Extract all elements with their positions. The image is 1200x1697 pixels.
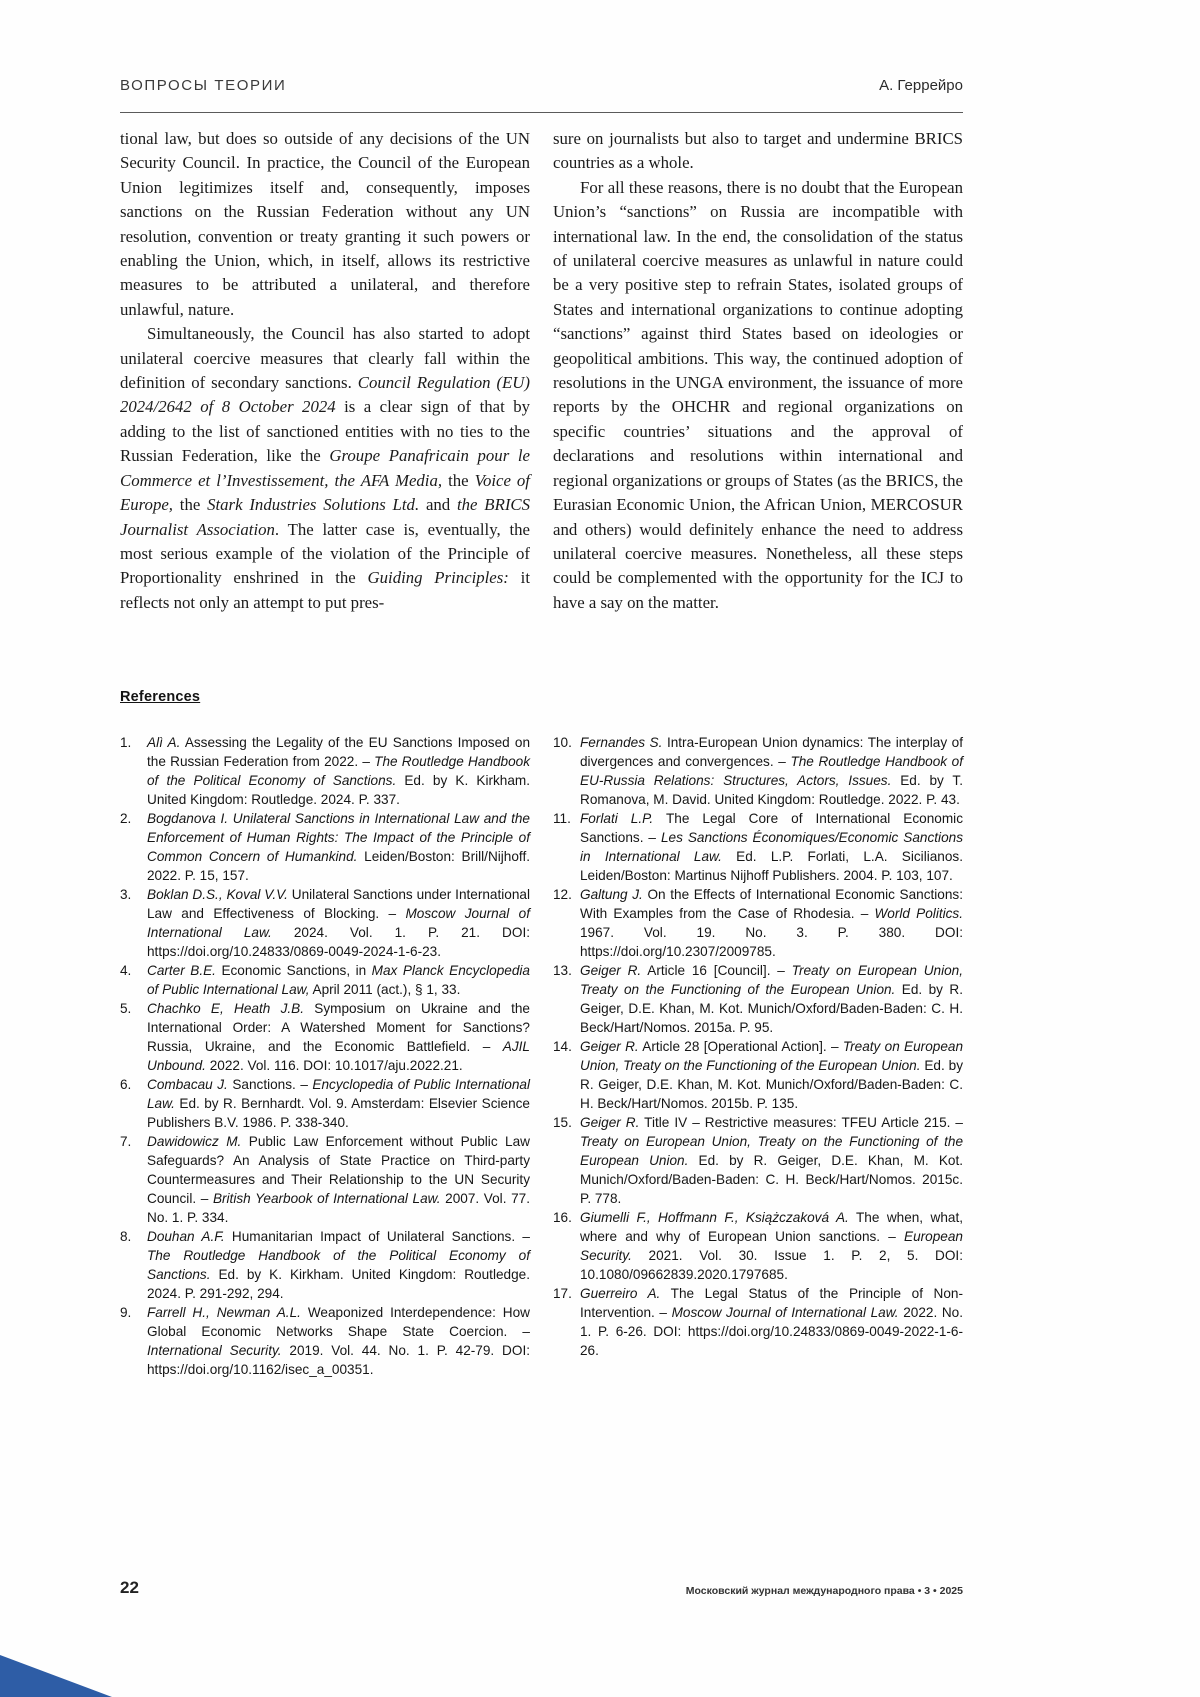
plain-text: Sanctions. – [227,1077,313,1092]
plain-text: . The latter case is, eventually, the most serious example of the violation of the Principle of Proportionality enshrined in the [120,519,531,588]
reference-number: 13. [553,963,572,978]
reference-item [120,809,530,885]
italic-text: Alì A. [147,735,181,750]
reference-text [147,887,530,959]
reference-item [553,1037,963,1113]
italic-text: Guerreiro A. [580,1286,661,1301]
plain-text: Symposium on Ukraine and the International Order: A Watershed Moment for Sanctions? Russia, Ukraine, and the Economic Battlefield. – [147,1001,530,1054]
reference-number: 3. [120,887,132,902]
plain-text: Assessing the Legality of the EU Sanctions Imposed on the Russian Federation from 2022. – [147,735,530,769]
reference-item [553,1208,963,1284]
reference-item [120,961,530,999]
corner-accent-triangle [0,1655,112,1697]
reference-text [147,1229,530,1301]
reference-number: 7. [120,1134,132,1149]
plain-text: it reflects not only an attempt to put pres- [120,568,530,612]
plain-text: and [419,495,457,515]
italic-text: Forlati L.P. [580,811,654,826]
plain-text: Ed. by K. Kirkham. United Kingdom: Routledge. 2024. P. 291-292, 294. [147,1267,530,1301]
reference-number: 2. [120,811,132,826]
plain-text: Article 16 [Council]. – [641,963,792,978]
references-column-left [120,733,530,1379]
journal-footer-line: Московский журнал международного права • 3 • 2025 [685,1585,963,1597]
plain-text: Ed. by R. Bernhardt. Vol. 9. Amsterdam: Elsevier Science Publishers B.V. 1986. P. 338-340. [147,1096,530,1130]
reference-item [120,733,530,809]
article-column-left [120,127,530,615]
plain-text: Leiden/Boston: Brill/Nijhoff. 2022. P. 15, 157. [147,849,531,883]
plain-text: 2022. No. 1. P. 6-26. DOI: https://doi.org/10.24833/0869-0049-2022-1-6-26. [580,1305,963,1358]
plain-text: The when, what, where and why of European Union sanctions. – [580,1210,963,1244]
plain-text: On the Effects of International Economic Sanctions: With Examples from the Case of Rhodesia. – [580,887,964,921]
reference-text [580,811,963,883]
reference-item [120,1075,530,1132]
plain-text: Economic Sanctions, in [215,963,372,978]
italic-text: Dawidowicz M. [147,1134,242,1149]
plain-text: Simultaneously, the Council has also started to adopt unilateral coercive measures that clearly fall within the definition of secondary sanctions. [120,324,530,393]
plain-text: Ed. by T. Romanova, M. David. United Kingdom: Routledge. 2022. P. 43. [580,773,963,807]
reference-text [580,963,963,1035]
reference-item [120,885,530,961]
references-heading: References [120,689,201,705]
italic-text: The Routledge Handbook of EU-Russia Relations: Structures, Actors, Issues. [580,754,964,788]
reference-text [147,963,530,997]
reference-number: 15. [553,1115,572,1130]
reference-text [147,1077,530,1130]
italic-text: Geiger R. [580,1039,639,1054]
italic-text: World Politics. [874,906,964,921]
italic-text: The Routledge Handbook of the Political Economy of Sanctions. [147,754,530,788]
article-column-right [553,127,963,615]
references-section [120,733,963,1379]
reference-item [120,1227,530,1303]
running-head [120,77,963,94]
plain-text: tional law, but does so outside of any decisions of the UN Security Council. In practice, the Council of the European Union legitimizes itself and, consequently, imposes sanctions on the Russian Federation without any UN resolution, convention or treaty granting it such powers or enabling the Union, which, in itself, allows its restrictive measures to be attributed a unilateral, and therefore unlawful, nature. [120,129,530,319]
reference-number: 5. [120,1001,132,1016]
italic-text: Treaty on European Union, Treaty on the Functioning of the European Union. [580,1039,964,1073]
italic-text: Bogdanova I. [147,811,229,826]
reference-text [580,1039,963,1111]
reference-text [580,1210,963,1282]
reference-number: 11. [553,811,571,826]
reference-item [120,999,530,1075]
running-head-author: А. Геррейро [879,77,963,94]
reference-text [580,887,963,959]
plain-text: sure on journalists but also to target and undermine BRICS countries as a whole. [553,129,963,173]
italic-text: Voice of Europe, [120,470,530,515]
reference-number: 10. [553,735,572,750]
italic-text: Carter B.E. [147,963,216,978]
reference-number: 16. [553,1210,572,1225]
reference-text [147,1001,530,1073]
reference-text [580,1115,963,1206]
italic-text: the BRICS Journalist Association [120,495,530,539]
plain-text: The Legal Status of the Principle of Non-Intervention. – [580,1286,964,1320]
reference-item [120,1132,530,1227]
italic-text: Guiding Principles: [367,568,509,588]
plain-text: 1967. Vol. 19. No. 3. P. 380. DOI: https://doi.org/10.2307/2009785. [580,925,963,959]
plain-text: 2019. Vol. 44. No. 1. P. 42-79. DOI: https://doi.org/10.1162/isec_a_00351. [147,1343,531,1377]
plain-text: 2007. Vol. 77. No. 1. P. 334. [147,1191,530,1225]
italic-text: Treaty on European Union, Treaty on the Functioning of the European Union. [580,1134,963,1168]
reference-text [580,735,963,807]
plain-text: 2022. Vol. 116. DOI: 10.1017/aju.2022.21. [205,1058,463,1073]
italic-text: Moscow Journal of International Law. [671,1305,899,1320]
italic-text: Galtung J. [580,887,643,902]
italic-text: International Security. [147,1343,282,1358]
reference-item [553,733,963,809]
plain-text: Ed. by R. Geiger, D.E. Khan, M. Kot. Munich/Oxford/Baden-Baden: C. H. Beck/Hart/Nomos. 2015b. P. 135. [580,1058,963,1111]
italic-text: Moscow Journal of International Law. [147,906,530,940]
plain-text: 2024. Vol. 1. P. 21. DOI: https://doi.org/10.24833/0869-0049-2024-1-6-23. [147,925,531,959]
italic-text: AJIL Unbound. [147,1039,530,1073]
italic-text: Les Sanctions Économiques/Economic Sanctions in International Law. [580,830,963,864]
running-head-section: ВОПРОСЫ ТЕОРИИ [120,77,287,94]
plain-text: For all these reasons, there is no doubt that the European Union’s “sanctions” on Russia are incompatible with international law. In the end, the consolidation of the status of unilateral coercive measures as unlawful in nature could be a very positive step to refrain States, isolated groups of States and international organizations to continue adopting “sanctions” against third States based on ideologies or geopolitical ambitions. This way, the continued adoption of resolutions in the UNGA environment, the issuance of more reports by the OHCHR and regional organizations on specific countries’ situations and the approval of declarations and resolutions within international and regional organizations or groups of States (as the BRICS, the Eurasian Economic Union, the African Union, MERCOSUR and others) would definitely enhance the need to address unilateral coercive measures. Nonetheless, all these steps could be complemented with the opportunity for the ICJ to have a say on the matter. [553,177,963,612]
italic-text: Max Planck Encyclopedia of Public International Law, [147,963,530,997]
reference-item [553,1113,963,1208]
reference-number: 8. [120,1229,132,1244]
italic-text: Giumelli F., Hoffmann F., Książczaková A. [580,1210,849,1225]
plain-text: Public Law Enforcement without Public Law Safeguards? An Analysis of State Practice on Third-party Countermeasures and Their Relationship to the UN Security Council. – [147,1134,530,1206]
plain-text: Humanitarian Impact of Unilateral Sanctions. – [224,1229,530,1244]
italic-text: Combacau J. [147,1077,228,1092]
reference-item [553,885,963,961]
plain-text: 2021. Vol. 30. Issue 1. P. 2, 5. DOI: 10.1080/09662839.2020.1797685. [580,1248,963,1282]
italic-text: Geiger R. [580,963,642,978]
italic-text: Geiger R. [580,1115,640,1130]
references-column-right [553,733,963,1379]
reference-text [147,735,530,807]
italic-text: Chachko E, Heath J.B. [147,1001,305,1016]
plain-text: Ed. by R. Geiger, D.E. Khan, M. Kot. Munich/Oxford/Baden-Baden: C. H. Beck/Hart/Nomos. 2015c. P. 778. [580,1153,964,1206]
plain-text: Article 28 [Operational Action]. – [638,1039,843,1054]
plain-text: The Legal Core of International Economic Sanctions. – [580,811,963,845]
italic-text: Fernandes S. [580,735,663,750]
plain-text: Ed. by K. Kirkham. United Kingdom: Routledge. 2024. P. 337. [147,773,531,807]
italic-text: Council Regulation (EU) 2024/2642 of 8 October 2024 [120,373,530,417]
reference-text [147,1305,530,1377]
italic-text: Douhan A.F. [147,1229,225,1244]
reference-text [580,1286,963,1358]
body-paragraph [120,127,530,322]
reference-number: 6. [120,1077,132,1092]
plain-text: Weaponized Interdependence: How Global Economic Networks Shape State Coercion. – [147,1305,530,1339]
reference-item [120,1303,530,1379]
italic-text: Groupe Panafricain pour le Commerce et l’Investissement, the AFA Media, [120,446,530,490]
plain-text: Unilateral Sanctions under International Law and Effectiveness of Blocking. – [147,887,530,921]
header-rule [120,112,963,113]
reference-number: 1. [120,735,132,750]
reference-number: 4. [120,963,132,978]
reference-text [147,1134,530,1225]
italic-text: British Yearbook of International Law. [212,1191,441,1206]
reference-number: 9. [120,1305,132,1320]
plain-text: the [442,470,475,490]
italic-text: European Security. [580,1229,963,1263]
italic-text: The Routledge Handbook of the Political Economy of Sanctions. [147,1248,530,1282]
body-paragraph [553,127,963,176]
italic-text: Farrell H., Newman A.L. [147,1305,301,1320]
italic-text: Boklan D.S., Koval V.V. [147,887,288,902]
reference-text [147,811,530,883]
plain-text: Intra-European Union dynamics: The interplay of divergences and convergences. – [580,735,964,769]
article-body [120,127,963,615]
italic-text: Encyclopedia of Public International Law. [147,1077,530,1111]
reference-number: 12. [553,887,572,902]
body-paragraph [120,322,530,615]
body-paragraph [553,176,963,615]
plain-text: is a clear sign of that by adding to the list of sanctioned entities with no ties to the Russian Federation, like the [120,397,530,466]
reference-item [553,1284,963,1360]
plain-text: April 2011 (act.), § 1, 33. [309,982,461,997]
reference-item [553,809,963,885]
reference-number: 14. [553,1039,572,1054]
plain-text: Ed. L.P. Forlati, L.A. Sicilianos. Leiden/Boston: Martinus Nijhoff Publishers. 2004. P. 103, 107. [580,849,964,883]
plain-text: Title IV – Restrictive measures: TFEU Article 215. – [639,1115,963,1130]
reference-number: 17. [553,1286,572,1301]
italic-text: Stark Industries Solutions Ltd. [207,495,420,515]
page-number: 22 [120,1578,139,1597]
italic-text: Unilateral Sanctions in International Law and the Enforcement of Human Rights: The Impact of the Principle of Common Concern of Humankind. [147,811,530,864]
plain-text: Ed. by R. Geiger, D.E. Khan, M. Kot. Munich/Oxford/Baden-Baden: C. H. Beck/Hart/Nomos. 2015a. P. 95. [580,982,964,1035]
italic-text: Treaty on European Union, Treaty on the Functioning of the European Union. [580,963,964,997]
reference-item [553,961,963,1037]
plain-text: the [172,495,208,515]
